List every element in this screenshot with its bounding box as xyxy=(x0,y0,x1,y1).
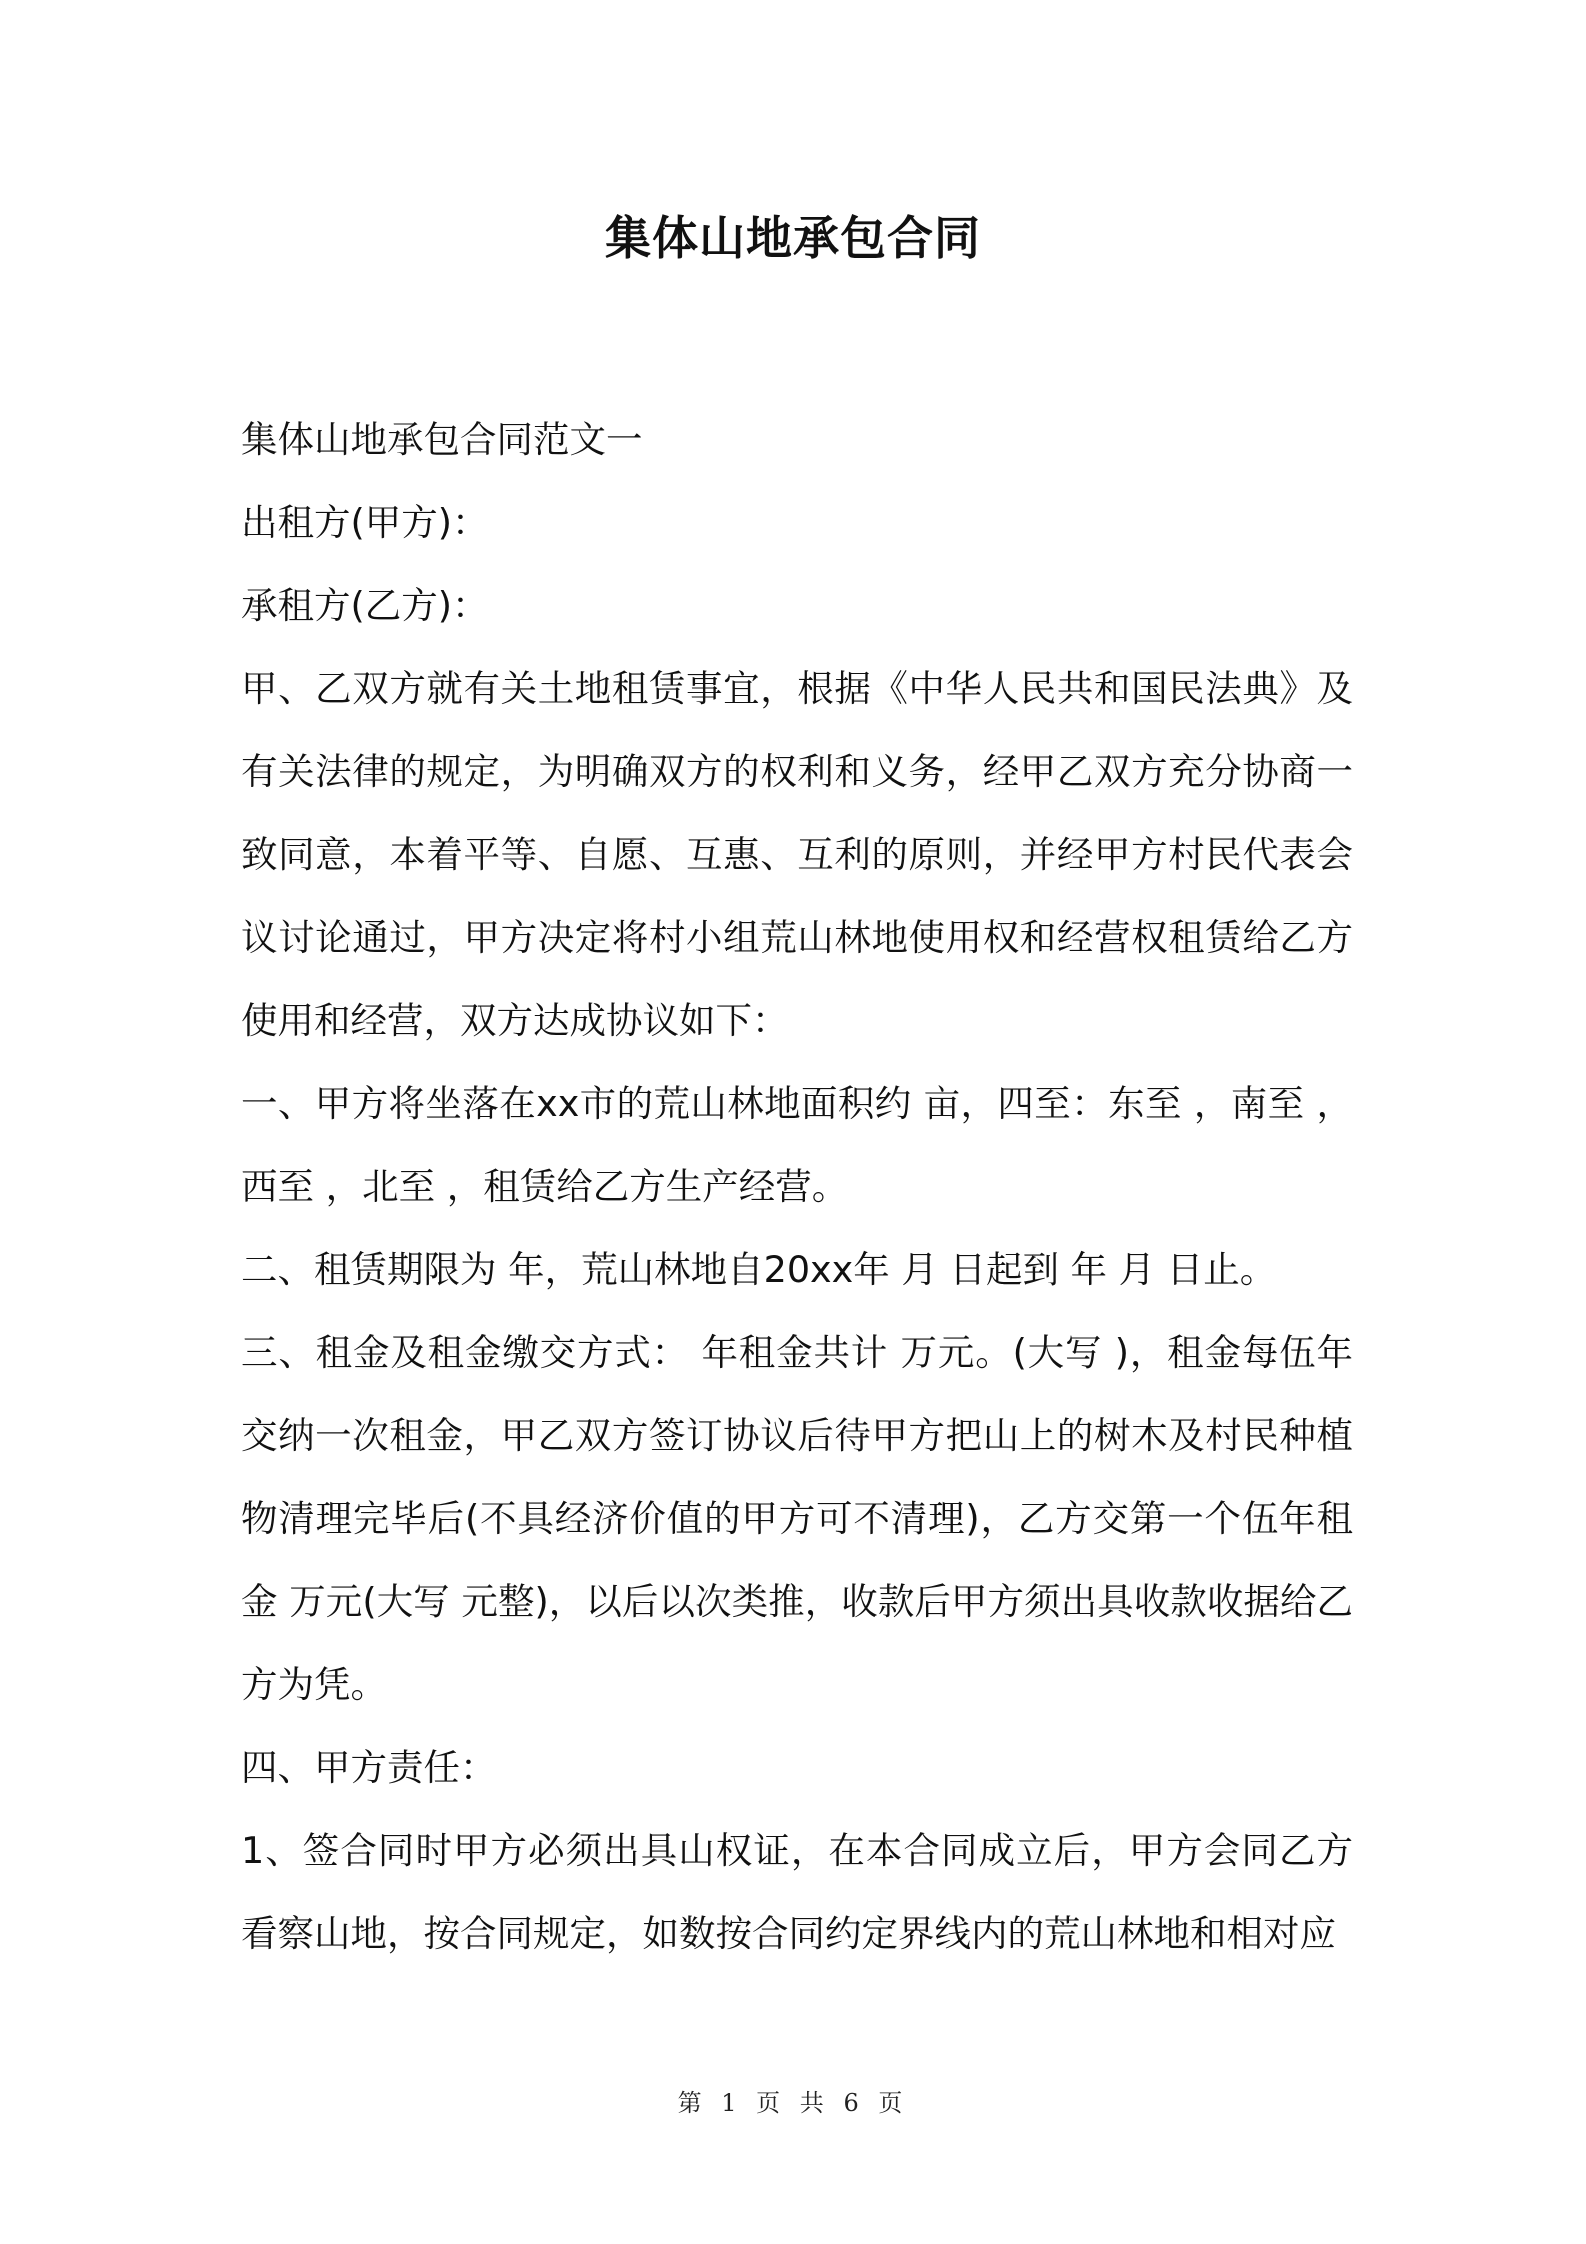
paragraph-heading: 集体山地承包合同范文一 xyxy=(241,418,643,461)
document-body xyxy=(241,398,1353,1975)
paragraph-clause-4-item-1: 1、签合同时甲方必须出具山权证，在本合同成立后，甲方会同乙方看察山地，按合同规定，如数按合同约定界线内的荒山林地和相对应 xyxy=(241,1829,1353,1955)
paragraph-lessor: 出租方(甲方)： xyxy=(241,501,489,544)
paragraph-clause-1: 一、甲方将坐落在xx市的荒山林地面积约 亩，四至：东至 ，南至 ，西至 ，北至 ，租赁给乙方生产经营。 xyxy=(241,1082,1353,1208)
paragraph-clause-2: 二、租赁期限为 年，荒山林地自20xx年 月 日起到 年 月 日止。 xyxy=(241,1248,1277,1291)
paragraph-preamble: 甲、乙双方就有关土地租赁事宜，根据《中华人民共和国民法典》及有关法律的规定，为明确双方的权利和义务，经甲乙双方充分协商一致同意，本着平等、自愿、互惠、互利的原则，并经甲方村民代表会议讨论通过，甲方决定将村小组荒山林地使用权和经营权租赁给乙方使用和经营，双方达成协议如下： xyxy=(241,667,1353,1042)
paragraph-lessee: 承租方(乙方)： xyxy=(241,584,489,627)
paragraph-clause-4-heading: 四、甲方责任： xyxy=(241,1746,497,1789)
paragraph-clause-3: 三、租金及租金缴交方式： 年租金共计 万元。(大写 )，租金每伍年交纳一次租金，甲乙双方签订协议后待甲方把山上的树木及村民种植物清理完毕后(不具经济价值的甲方可不清理)，乙方交第一个伍年租金 万元(大写 元整)，以后以次类推，收款后甲方须出具收款收据给乙方为凭。 xyxy=(241,1331,1353,1706)
page-number: 第 1 页 共 6 页 xyxy=(677,2089,909,2117)
document-title: 集体山地承包合同 xyxy=(605,211,981,265)
